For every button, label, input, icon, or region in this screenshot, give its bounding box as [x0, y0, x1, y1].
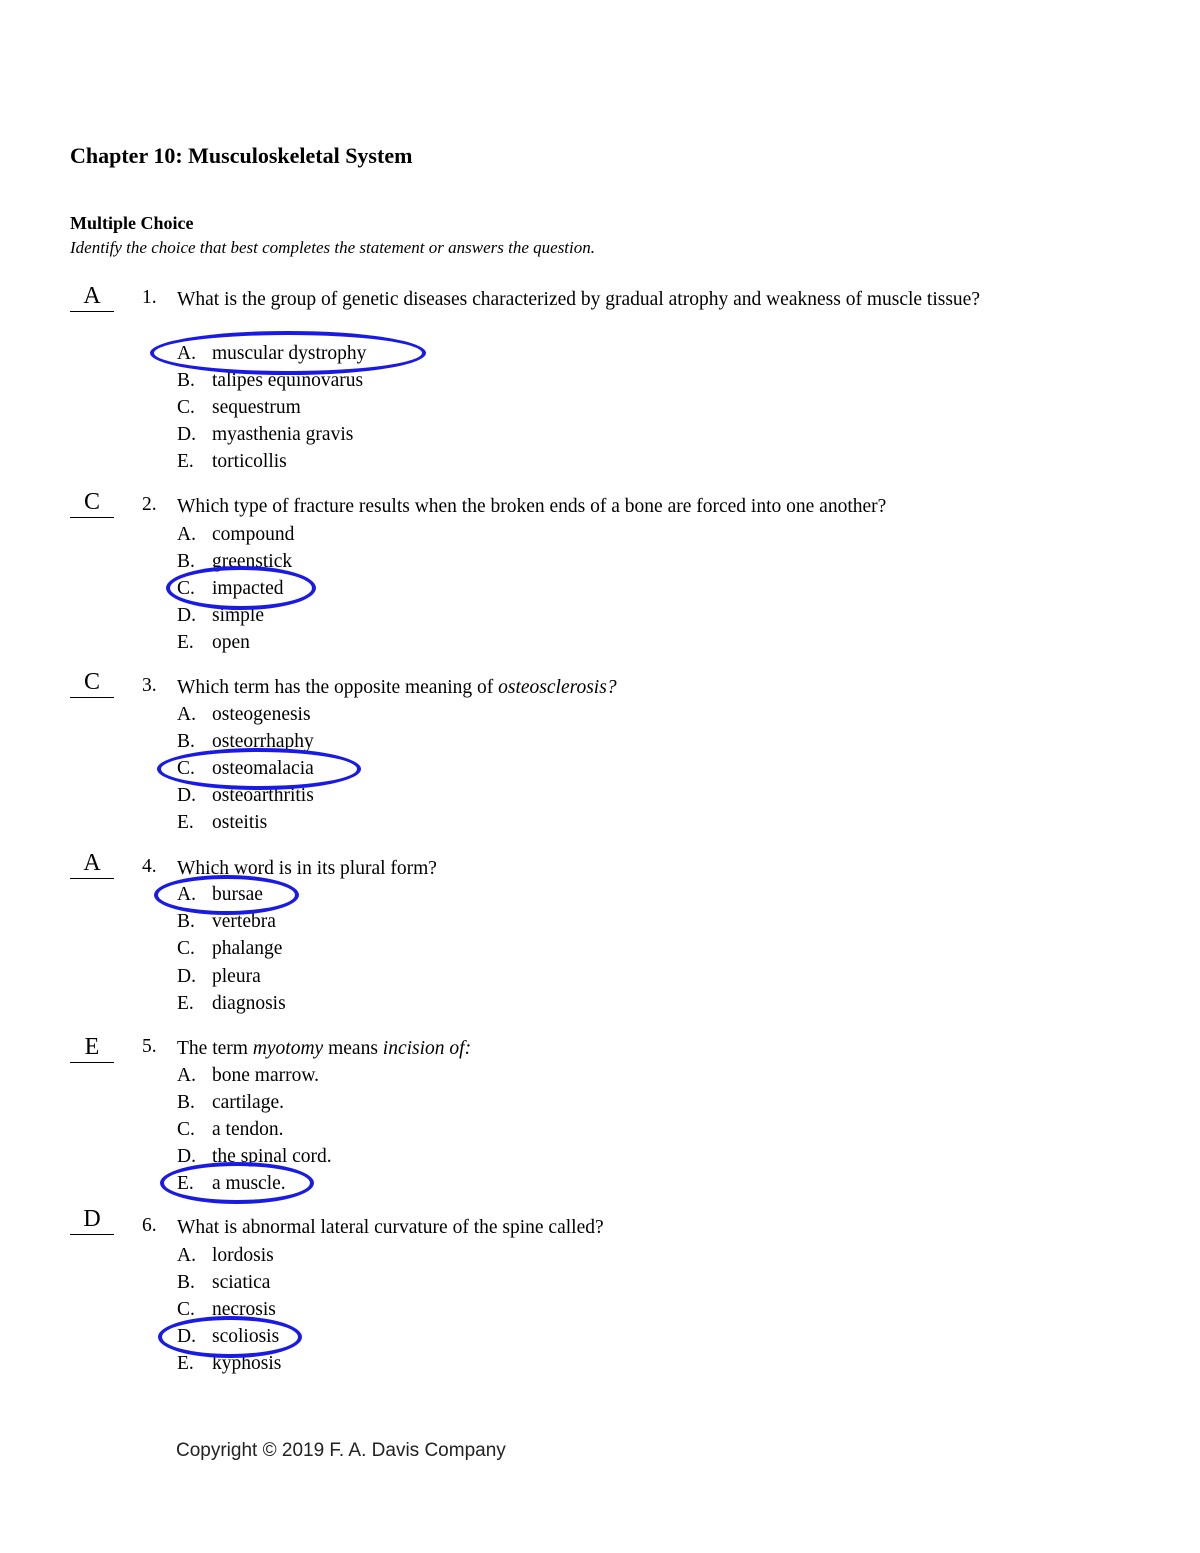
question-number: 2. [142, 494, 157, 515]
choice-q2-c: C. impacted [177, 578, 284, 599]
choice-q6-d: D. scoliosis [177, 1326, 280, 1347]
choice-q1-d: D. myasthenia gravis [177, 424, 354, 445]
answer-blank-q4: A [70, 850, 114, 879]
choice-q5-c: C. a tendon. [177, 1119, 284, 1140]
choice-q2-b: B. greenstick [177, 551, 293, 572]
choice-q6-e: E. kyphosis [177, 1353, 282, 1374]
question-text-q1: What is the group of genetic diseases characterized by gradual atrophy and weakness of muscle tissue? [177, 289, 980, 310]
answer-blank-q1: A [70, 283, 114, 312]
choice-q5-b: B. cartilage. [177, 1092, 284, 1113]
choice-q2-e: E. open [177, 632, 250, 653]
choice-q2-a: A. compound [177, 524, 295, 545]
question-number: 6. [142, 1215, 157, 1236]
choice-q3-d: D. osteoarthritis [177, 785, 314, 806]
choice-q1-e: E. torticollis [177, 451, 287, 472]
section-heading: Multiple Choice [70, 213, 194, 233]
choice-q2-d: D. simple [177, 605, 264, 626]
question-text-q5: The term myotomy means incision of: [177, 1038, 472, 1059]
choice-q1-c: C. sequestrum [177, 397, 301, 418]
question-text-q4: Which word is in its plural form? [177, 858, 437, 879]
page-title: Chapter 10: Musculoskeletal System [70, 143, 413, 168]
choice-q5-a: A. bone marrow. [177, 1065, 320, 1086]
question-number: 4. [142, 856, 157, 877]
question-text-q2: Which type of fracture results when the broken ends of a bone are forced into one another? [177, 496, 887, 517]
question-text-q6: What is abnormal lateral curvature of the spine called? [177, 1217, 604, 1238]
choice-q1-a: A. muscular dystrophy [177, 343, 367, 364]
answer-blank-q5: E [70, 1034, 114, 1063]
choice-q3-c: C. osteomalacia [177, 758, 314, 779]
copyright-footer: Copyright © 2019 F. A. Davis Company [176, 1440, 506, 1461]
choice-q6-b: B. sciatica [177, 1272, 271, 1293]
choice-q3-b: B. osteorrhaphy [177, 731, 314, 752]
choice-q4-a: A. bursae [177, 884, 263, 905]
answer-blank-q6: D [70, 1206, 114, 1235]
instructions: Identify the choice that best completes the statement or answers the question. [70, 238, 595, 257]
choice-q5-d: D. the spinal cord. [177, 1146, 332, 1167]
question-number: 5. [142, 1036, 157, 1057]
question-text-q3: Which term has the opposite meaning of osteosclerosis? [177, 677, 617, 698]
question-number: 1. [142, 287, 157, 308]
choice-q6-c: C. necrosis [177, 1299, 276, 1320]
choice-q4-e: E. diagnosis [177, 993, 286, 1014]
choice-q4-d: D. pleura [177, 966, 261, 987]
choice-q4-b: B. vertebra [177, 911, 276, 932]
choice-q4-c: C. phalange [177, 938, 283, 959]
choice-q1-b: B. talipes equinovarus [177, 370, 364, 391]
choice-q3-e: E. osteitis [177, 812, 268, 833]
choice-q6-a: A. lordosis [177, 1245, 274, 1266]
choice-q3-a: A. osteogenesis [177, 704, 311, 725]
answer-blank-q2: C [70, 489, 114, 518]
question-number: 3. [142, 675, 157, 696]
answer-blank-q3: C [70, 669, 114, 698]
choice-q5-e: E. a muscle. [177, 1173, 286, 1194]
